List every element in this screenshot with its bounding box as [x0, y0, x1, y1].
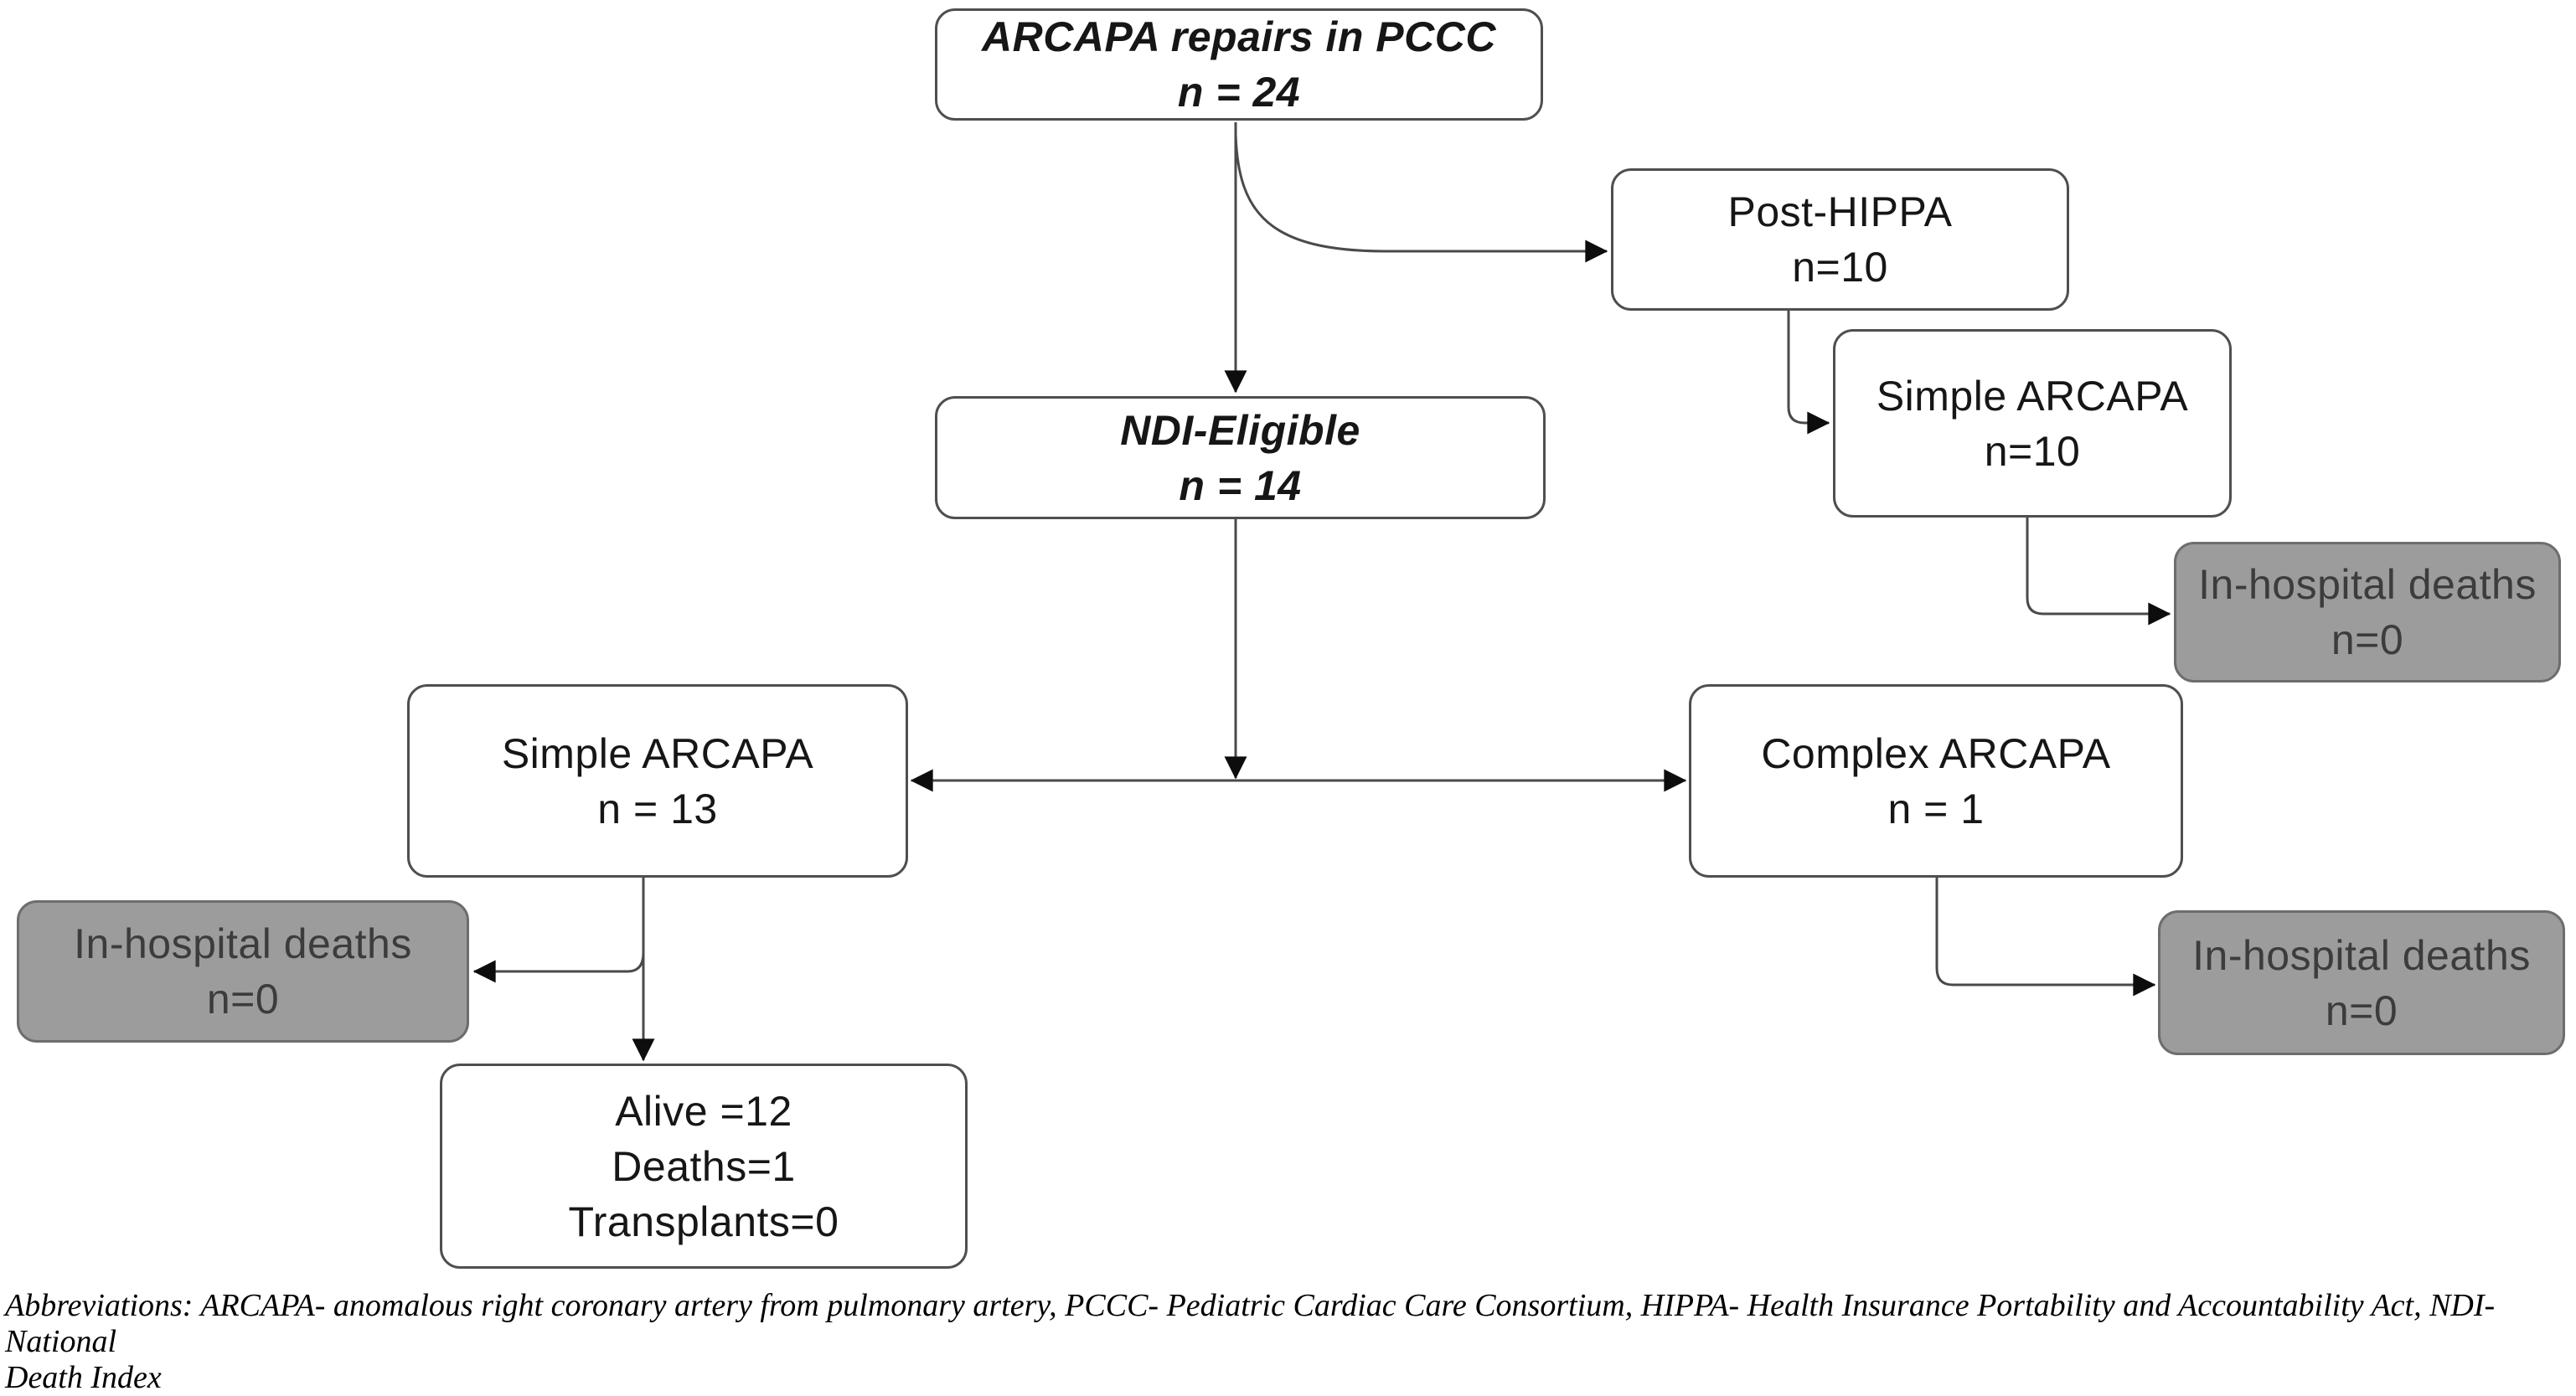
node-count: n = 14	[1179, 461, 1302, 509]
node-in-hospital-deaths-simple	[17, 900, 469, 1043]
node-label: In-hospital deaths	[74, 920, 412, 967]
node-count: n=0	[2325, 986, 2398, 1034]
node-arcapa-repairs-in-pccc	[935, 8, 1543, 121]
node-label: Post-HIPPA	[1727, 188, 1953, 235]
abbreviations-caption	[5, 1288, 2572, 1396]
edge-arcapa-to-posthippa-curve	[1236, 134, 1607, 251]
node-count: n = 13	[597, 785, 718, 832]
node-label: In-hospital deaths	[2198, 561, 2537, 608]
node-label: Complex ARCAPA	[1761, 729, 2111, 777]
node-in-hospital-deaths-complex	[2158, 910, 2565, 1055]
outcome-deaths: Deaths=1	[612, 1142, 796, 1190]
edge-simple-arcapa-to-deaths	[2027, 518, 2170, 614]
node-count: n = 1	[1887, 785, 1985, 832]
edge-simpleleft-to-deaths	[474, 953, 643, 971]
node-count: n=10	[1984, 427, 2081, 475]
node-outcomes	[440, 1064, 968, 1269]
node-label: NDI-Eligible	[1120, 406, 1360, 454]
node-label: ARCAPA repairs in PCCC	[982, 13, 1496, 60]
node-post-hippa	[1611, 168, 2069, 311]
node-count: n=0	[2331, 616, 2404, 663]
edge-complex-to-deaths	[1937, 878, 2155, 985]
caption-line-1: Abbreviations: ARCAPA- anomalous right coronary artery from pulmonary artery, PCCC- Pediatric Cardiac Care Consortium, HIPPA- Health Insurance Portability and Accountability Act, NDI- National	[5, 1288, 2496, 1359]
node-in-hospital-deaths-post-hippa	[2174, 542, 2561, 683]
node-simple-arcapa-post-hippa	[1833, 329, 2232, 518]
node-ndi-eligible	[935, 396, 1546, 519]
edge-posthippa-to-simple-arcapa	[1789, 311, 1829, 423]
node-simple-arcapa-ndi	[407, 684, 908, 878]
node-label: Simple ARCAPA	[1876, 372, 2189, 420]
caption-line-2: Death Index	[5, 1359, 162, 1395]
node-label: Simple ARCAPA	[501, 729, 814, 777]
node-label: In-hospital deaths	[2192, 931, 2531, 979]
outcome-transplants: Transplants=0	[568, 1198, 839, 1245]
node-count: n=10	[1792, 244, 1888, 291]
outcome-alive: Alive =12	[615, 1087, 792, 1135]
node-count: n=0	[206, 976, 280, 1023]
node-count: n = 24	[1177, 69, 1301, 116]
node-complex-arcapa	[1689, 684, 2183, 878]
